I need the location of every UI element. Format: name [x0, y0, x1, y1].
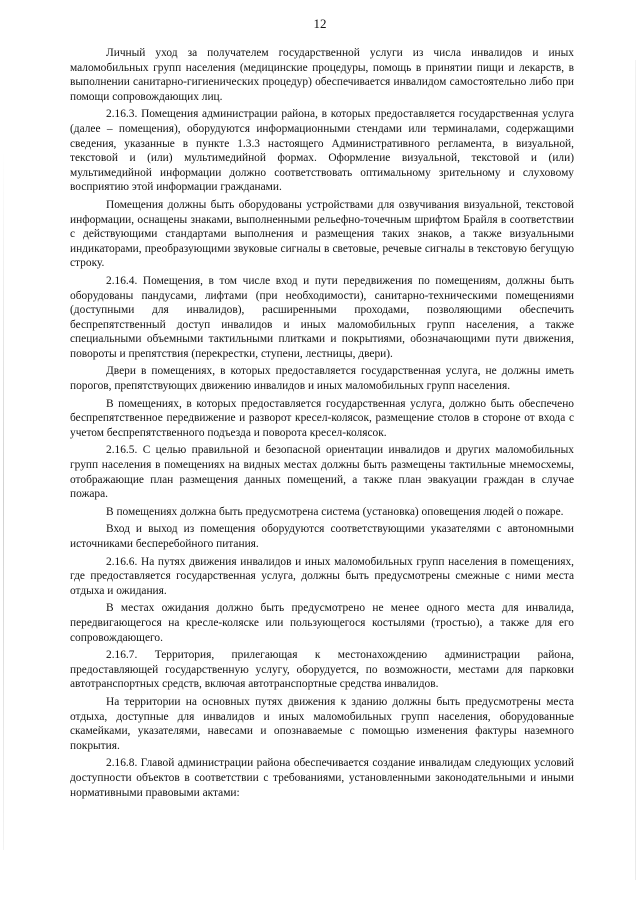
page-number: 12	[313, 16, 327, 31]
paragraph-2-16-5: 2.16.5. С целью правильной и безопасной ориентации инвалидов и других маломобильных групп населения в помещениях на видных местах должны быть размещены тактильные мнемосхемы, отображающие план размещения данных помещений, а также план эвакуации граждан в случае пожара.	[70, 444, 574, 501]
paragraph-2-16-8: 2.16.8. Главой администрации района обеспечивается создание инвалидам следующих условий доступности объектов в соответствии с требованиями, установленными законодательными и иными нормативными правовыми актами:	[70, 757, 574, 799]
paragraph-braille-equipment: Помещения должны быть оборудованы устройствами для озвучивания визуальной, текстовой информации, оснащены знаками, выполненными рельефно-точечным шрифтом Брайля в соответствии с действующими стандартами выполнения и размещения таких знаков, а также визуальными индикаторами, преобразующими звуковые сигналы в световые, речевые сигналы в текстовую бегущую строку.	[70, 198, 574, 270]
scan-edge-right	[635, 60, 636, 880]
paragraph-personal-care: Личный уход за получателем государственной услуги из числа инвалидов и иных маломобильных групп населения (медицинские процедуры, помощь в принятии пищи и лекарств, в выполнении санитарно-гигиенических процедур) обеспечивается инвалидом самостоятельно либо при помощи сопровождающих лиц.	[70, 47, 574, 103]
document-body	[70, 46, 574, 803]
paragraph-2-16-4: 2.16.4. Помещения, в том числе вход и пути передвижения по помещениям, должны быть оборудованы пандусами, лифтами (при необходимости), санитарно-техническими помещениями (доступными для инвалидов), расширенными проходами, позволяющими обеспечить беспрепятственный доступ инвалидов и иных маломобильных групп населения, а также специальными объемными тактильными плитками и покрытиями, обозначающими пути движения, повороты и препятствия (перекрестки, ступени, лестницы, двери).	[70, 274, 574, 360]
paragraph-2-16-7: 2.16.7. Территория, прилегающая к местонахождению администрации района, предоставляющей государственную услугу, оборудуется, по возможности, местами для парковки автотранспортных средств, включая автотранспортные средства инвалидов.	[70, 649, 574, 691]
paragraph-waiting-places: В местах ожидания должно быть предусмотрено не менее одного места для инвалида, передвигающегося на кресле-коляске или пользующегося костылями (тростью), а также для его сопровождающего.	[70, 602, 574, 644]
paragraph-2-16-6: 2.16.6. На путях движения инвалидов и иных маломобильных групп населения в помещениях, где предоставляется государственная услуга, должны быть предусмотрены смежные с ними места отдыха и ожидания.	[70, 555, 574, 597]
scan-edge-left	[3, 150, 4, 850]
paragraph-fire-alarm: В помещениях должна быть предусмотрена система (установка) оповещения людей о пожаре.	[106, 505, 564, 518]
paragraph-wheelchair-movement: В помещениях, в которых предоставляется государственная услуга, должно быть обеспечено беспрепятственное передвижение и разворот кресел-колясок, размещение столов в стороне от входа с учетом беспрепятственного подъезда и поворота кресел-колясок.	[70, 397, 574, 439]
paragraph-rest-places: На территории на основных путях движения к зданию должны быть предусмотрены места отдыха, доступные для инвалидов и иных маломобильных групп населения, оборудованные скамейками, указателями, навесами и опознаваемые с помощью изменения фактуры наземного покрытия.	[70, 695, 574, 752]
paragraph-doors-thresholds: Двери в помещениях, в которых предоставляется государственная услуга, не должны иметь порогов, препятствующих движению инвалидов и иных маломобильных групп населения.	[70, 365, 574, 393]
paragraph-entrance-signs: Вход и выход из помещения оборудуются соответствующими указателями с автономными источниками бесперебойного питания.	[70, 523, 574, 550]
paragraph-2-16-3: 2.16.3. Помещения администрации района, в которых предоставляется государственная услуга (далее – помещения), оборудуются информационными стендами или терминалами, содержащими сведения, указанные в пункте 1.3.3 настоящего Административного регламента, в визуальной, текстовой и (или) мультимедийной формах. Оформление визуальной, текстовой и (или) мультимедийной информации должно соответствовать оптимальному зрительному и слуховому восприятию этой информации гражданами.	[70, 108, 574, 194]
